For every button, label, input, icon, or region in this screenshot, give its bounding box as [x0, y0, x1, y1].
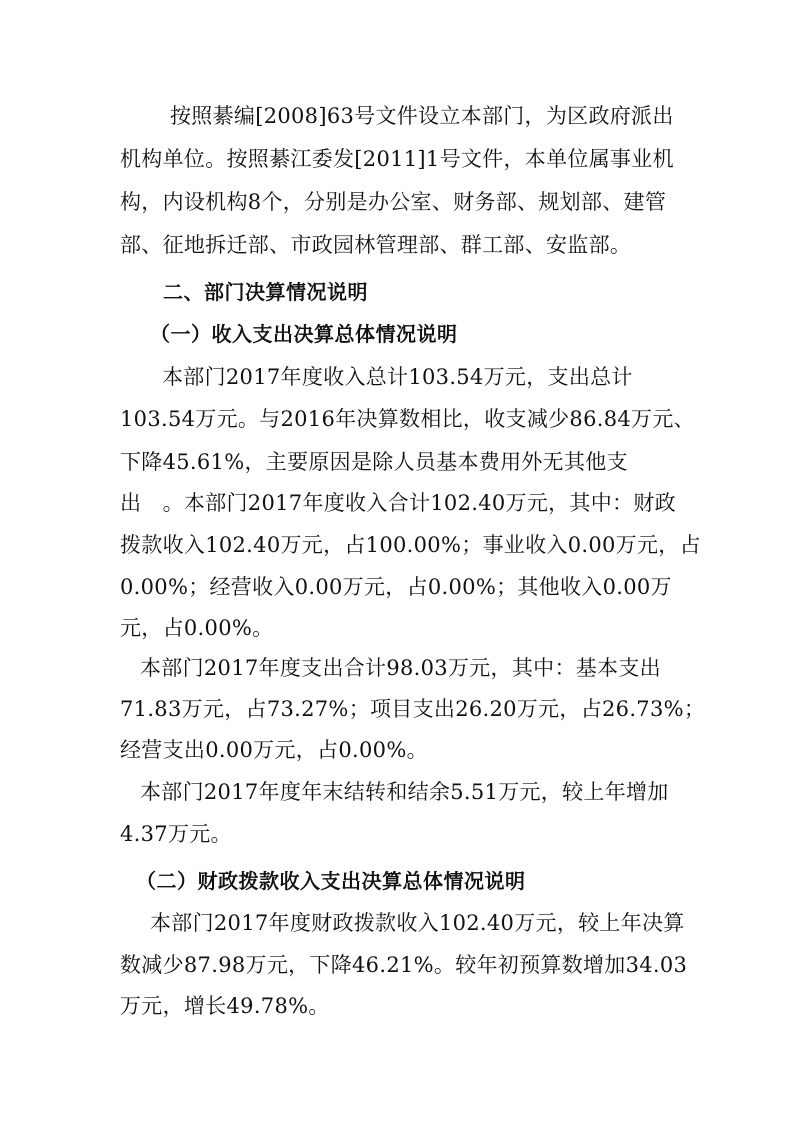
- text-line: 万元，增长49.78%。: [120, 994, 330, 1018]
- text-line: 本部门2017年度收入总计103.54万元，支出总计: [162, 365, 633, 389]
- text-line: 元，占0.00%。: [120, 616, 274, 640]
- text-line: 数减少87.98万元，下降46.21%。较年初预算数增加34.03: [120, 953, 688, 977]
- text-line: 拨款收入102.40万元，占100.00%；事业收入0.00万元，占: [120, 533, 701, 557]
- text-line: 71.83万元，占73.27%；项目支出26.20万元，占26.73%；: [120, 697, 706, 721]
- text-line: 本部门2017年度年末结转和结余5.51万元，较上年增加: [140, 780, 669, 804]
- text-line: 部、征地拆迁部、市政园林管理部、群工部、安监部。: [120, 233, 632, 257]
- text-line: 本部门2017年度支出合计98.03万元，其中：基本支出: [140, 656, 661, 680]
- subsection-heading: （一）收入支出决算总体情况说明: [150, 322, 458, 346]
- text-line: 103.54万元。与2016年决算数相比，收支减少86.84万元、: [120, 407, 695, 431]
- text-line: 经营支出0.00万元，占0.00%。: [120, 738, 428, 762]
- subsection-heading: （二）财政拨款收入支出决算总体情况说明: [136, 869, 526, 893]
- text-line: 本部门2017年度财政拨款收入102.40万元，较上年决算: [150, 911, 685, 935]
- text-line: 出 。本部门2017年度收入合计102.40万元，其中：财政: [120, 491, 676, 515]
- text-line: 下降45.61%，主要原因是除人员基本费用外无其他支: [120, 450, 628, 474]
- text-line: 构，内设机构8个，分别是办公室、财务部、规划部、建管: [120, 190, 667, 214]
- text-line: 4.37万元。: [120, 822, 232, 846]
- text-line: 按照綦编[2008]63号文件设立本部门，为区政府派出: [170, 104, 674, 128]
- section-heading: 二、部门决算情况说明: [163, 280, 368, 304]
- text-line: 0.00%；经营收入0.00万元，占0.00%；其他收入0.00万: [120, 575, 672, 599]
- text-line: 机构单位。按照綦江委发[2011]1号文件，本单位属事业机: [120, 147, 674, 171]
